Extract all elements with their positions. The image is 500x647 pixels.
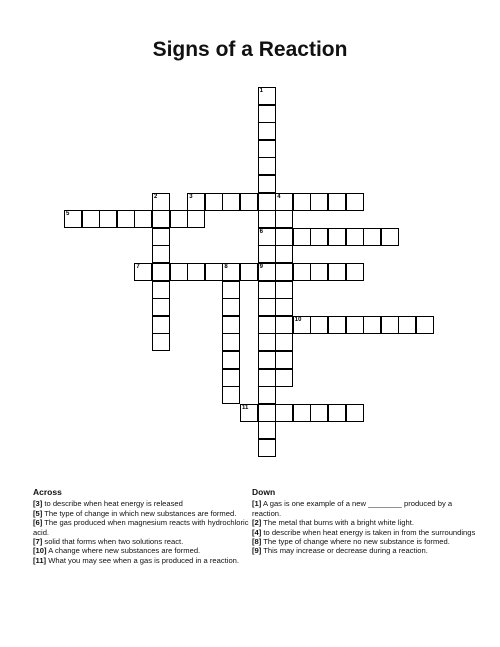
crossword-cell[interactable]	[258, 439, 276, 457]
crossword-cell[interactable]	[222, 281, 240, 299]
crossword-cell[interactable]	[328, 228, 346, 246]
crossword-cell[interactable]	[275, 263, 293, 281]
across-clue	[33, 537, 253, 546]
across-clue	[33, 546, 253, 555]
clue-number: 5	[66, 211, 70, 218]
clue-label: [10]	[33, 546, 47, 556]
crossword-cell[interactable]	[258, 281, 276, 299]
crossword-cell[interactable]	[187, 193, 205, 211]
crossword-cell[interactable]	[258, 369, 276, 387]
crossword-cell[interactable]	[222, 263, 240, 281]
crossword-cell[interactable]	[152, 298, 170, 316]
crossword-cell[interactable]	[222, 333, 240, 351]
crossword-cell[interactable]	[258, 386, 276, 404]
across-clue	[33, 518, 253, 537]
crossword-cell[interactable]	[258, 140, 276, 158]
crossword-cell[interactable]	[346, 316, 364, 334]
crossword-cell[interactable]	[222, 351, 240, 369]
crossword-cell[interactable]	[275, 316, 293, 334]
crossword-cell[interactable]	[258, 157, 276, 175]
crossword-cell[interactable]	[152, 263, 170, 281]
crossword-cell[interactable]	[64, 210, 82, 228]
crossword-cell[interactable]	[363, 228, 381, 246]
crossword-cell[interactable]	[275, 245, 293, 263]
crossword-cell[interactable]	[346, 228, 364, 246]
clue-label: [2]	[252, 518, 262, 528]
crossword-cell[interactable]	[258, 105, 276, 123]
across-clues	[33, 488, 253, 565]
crossword-cell[interactable]	[222, 386, 240, 404]
clue-text: A change where new substances are formed.	[46, 546, 201, 556]
clue-label: [8]	[252, 537, 262, 547]
clue-number: 8	[224, 264, 228, 270]
crossword-cell[interactable]	[222, 369, 240, 387]
crossword-cell[interactable]	[293, 228, 311, 246]
clue-label: [6]	[33, 518, 43, 528]
clue-text: The metal that burns with a bright white light.	[261, 518, 414, 528]
crossword-cell[interactable]	[275, 369, 293, 387]
crossword-cell[interactable]	[310, 404, 328, 422]
crossword-cell[interactable]	[258, 122, 276, 140]
clue-text: The type of change where no new substance is formed.	[261, 537, 450, 547]
crossword-cell[interactable]	[346, 263, 364, 281]
crossword-cell[interactable]	[134, 210, 152, 228]
crossword-cell[interactable]	[310, 193, 328, 211]
crossword-cell[interactable]	[310, 316, 328, 334]
crossword-cell[interactable]	[117, 210, 135, 228]
crossword-cell[interactable]	[258, 351, 276, 369]
crossword-cell[interactable]	[381, 316, 399, 334]
down-clue	[252, 518, 477, 527]
crossword-cell[interactable]	[275, 298, 293, 316]
crossword-cell[interactable]	[205, 263, 223, 281]
crossword-cell[interactable]	[222, 193, 240, 211]
clue-label: [9]	[252, 546, 262, 556]
down-clue	[252, 537, 477, 546]
crossword-cell[interactable]	[381, 228, 399, 246]
crossword-cell[interactable]	[258, 87, 276, 105]
across-clue	[33, 499, 253, 508]
crossword-cell[interactable]	[187, 263, 205, 281]
clue-label: [4]	[252, 527, 262, 537]
crossword-cell[interactable]	[152, 333, 170, 351]
clue-number: 10	[294, 316, 302, 323]
crossword-cell[interactable]	[328, 404, 346, 422]
crossword-cell[interactable]	[205, 193, 223, 211]
crossword-cell[interactable]	[275, 228, 293, 246]
across-clue-list	[33, 499, 253, 565]
crossword-cell[interactable]	[328, 193, 346, 211]
crossword-cell[interactable]	[258, 421, 276, 439]
clue-text: solid that forms when two solutions react.	[42, 537, 184, 547]
crossword-cell[interactable]	[258, 316, 276, 334]
crossword-cell[interactable]	[152, 245, 170, 263]
crossword-cell[interactable]	[240, 404, 258, 422]
crossword-cell[interactable]	[152, 210, 170, 228]
clue-number: 9	[259, 264, 263, 270]
clue-number: 6	[259, 228, 263, 235]
clue-label: [5]	[33, 508, 43, 518]
crossword-cell[interactable]	[310, 228, 328, 246]
crossword-cell[interactable]	[293, 193, 311, 211]
clue-text: to describe when heat energy is taken in from the surroundings	[261, 527, 476, 537]
crossword-cell[interactable]	[258, 263, 276, 281]
crossword-cell[interactable]	[222, 298, 240, 316]
clue-number: 7	[136, 264, 140, 270]
crossword-cell[interactable]	[240, 193, 258, 211]
down-clue-list	[252, 499, 477, 555]
clue-number: 4	[277, 193, 281, 200]
clue-label: [11]	[33, 555, 47, 565]
crossword-cell[interactable]	[310, 263, 328, 281]
crossword-cell[interactable]	[170, 263, 188, 281]
crossword-cell[interactable]	[187, 210, 205, 228]
clue-text: to describe when heat energy is released	[42, 499, 183, 509]
crossword-cell[interactable]	[258, 404, 276, 422]
crossword-cell[interactable]	[293, 263, 311, 281]
crossword-cell[interactable]	[258, 298, 276, 316]
crossword-cell[interactable]	[240, 263, 258, 281]
crossword-cell[interactable]	[134, 263, 152, 281]
crossword-cell[interactable]	[258, 228, 276, 246]
crossword-cell[interactable]	[293, 404, 311, 422]
crossword-cell[interactable]	[328, 263, 346, 281]
crossword-cell[interactable]	[275, 281, 293, 299]
clue-number: 3	[189, 193, 193, 200]
crossword-cell[interactable]	[275, 404, 293, 422]
crossword-cell[interactable]	[152, 228, 170, 246]
crossword-cell[interactable]	[222, 316, 240, 334]
across-clue	[33, 556, 253, 565]
crossword-cell[interactable]	[275, 210, 293, 228]
down-clue	[252, 546, 477, 555]
crossword-cell[interactable]	[99, 210, 117, 228]
crossword-cell[interactable]	[293, 316, 311, 334]
clue-text: What you may see when a gas is produced in a reaction.	[46, 555, 239, 565]
clue-text: This may increase or decrease during a reaction.	[261, 546, 428, 556]
crossword-cell[interactable]	[258, 175, 276, 193]
crossword-cell[interactable]	[346, 404, 364, 422]
clue-label: [7]	[33, 537, 43, 547]
crossword-cell[interactable]	[328, 316, 346, 334]
crossword-cell[interactable]	[258, 210, 276, 228]
crossword-cell[interactable]	[258, 245, 276, 263]
clue-number: 1	[259, 88, 263, 94]
crossword-cell[interactable]	[275, 333, 293, 351]
clue-number: 11	[242, 404, 249, 411]
clue-text: The type of change in which new substances are formed.	[42, 508, 237, 518]
clue-label: [3]	[33, 499, 43, 509]
crossword-cell[interactable]	[363, 316, 381, 334]
crossword-cell[interactable]	[275, 193, 293, 211]
clue-text: A gas is one example of a new ________ produced by a reaction.	[252, 499, 453, 518]
crossword-cell[interactable]	[152, 281, 170, 299]
crossword-cell[interactable]	[275, 351, 293, 369]
across-heading: Across	[33, 487, 62, 497]
crossword-cell[interactable]	[346, 193, 364, 211]
crossword-cell[interactable]	[152, 316, 170, 334]
down-clue	[252, 528, 477, 537]
crossword-cell[interactable]	[258, 193, 276, 211]
down-heading: Down	[252, 487, 276, 497]
crossword-cell[interactable]	[82, 210, 100, 228]
clue-label: [1]	[252, 499, 262, 509]
clue-number: 2	[154, 193, 158, 200]
down-clue	[252, 499, 477, 518]
crossword-cell[interactable]	[152, 193, 170, 211]
crossword-cell[interactable]	[416, 316, 434, 334]
down-clues	[252, 488, 477, 556]
crossword-cell[interactable]	[398, 316, 416, 334]
crossword-cell[interactable]	[170, 210, 188, 228]
across-clue	[33, 509, 253, 518]
crossword-cell[interactable]	[258, 333, 276, 351]
clue-text: The gas produced when magnesium reacts with hydrochloric acid.	[33, 518, 249, 537]
page-title: Signs of a Reaction	[152, 38, 348, 61]
